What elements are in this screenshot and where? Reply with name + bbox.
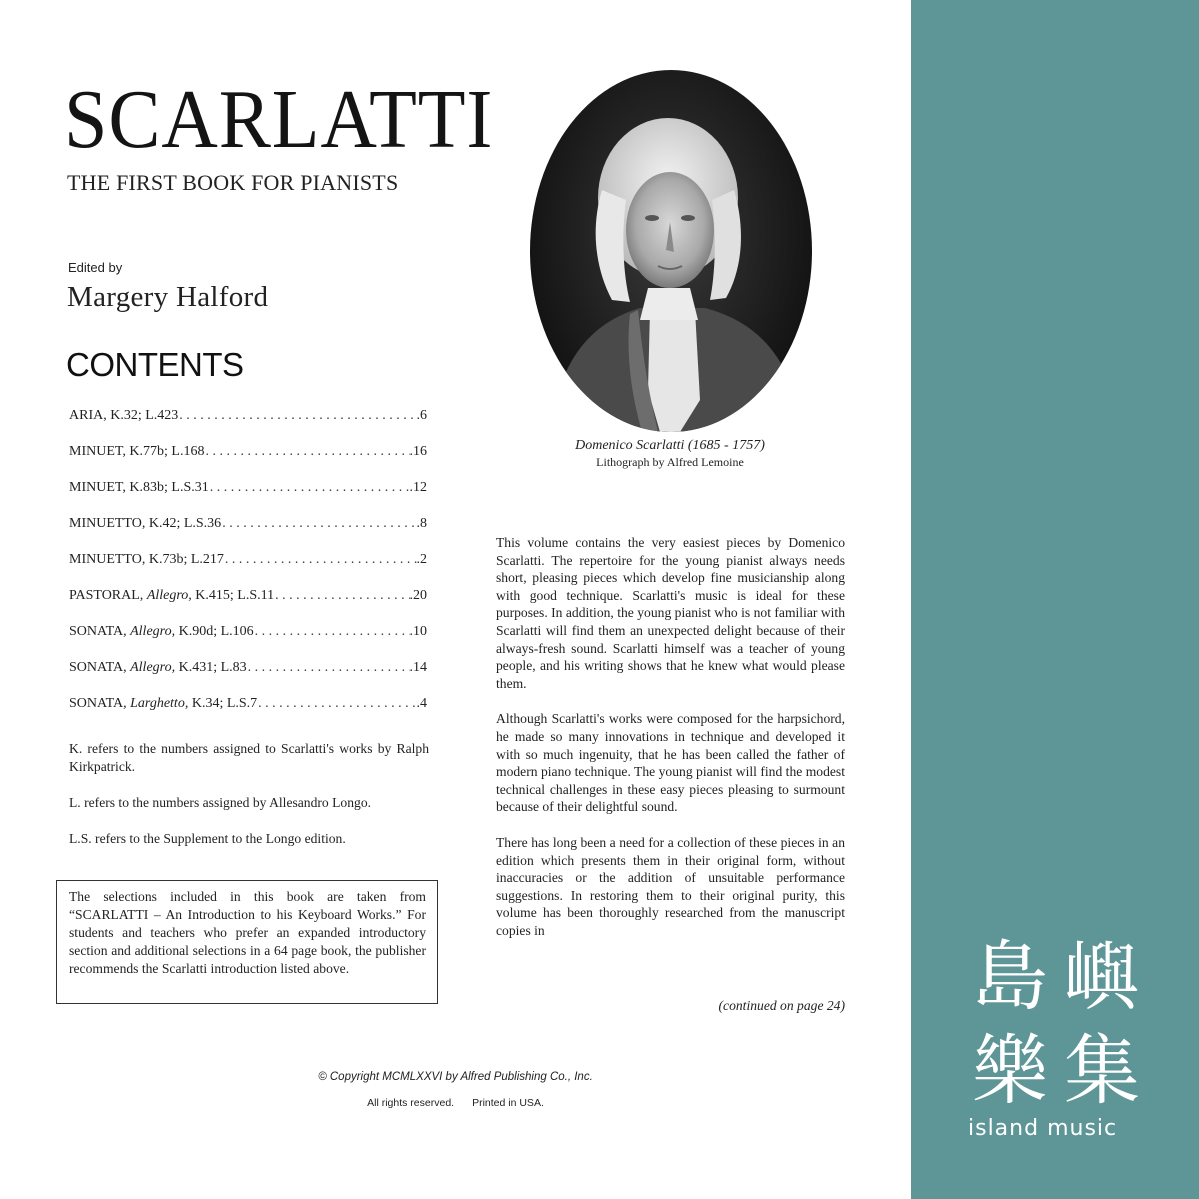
toc-page: .12 (409, 480, 427, 495)
toc-entry: MINUET, K.83b; L.S.31 . . . .12 (69, 480, 427, 516)
book-subtitle: THE FIRST BOOK FOR PIANISTS (67, 170, 399, 195)
toc-entry: ARIA, K.32; L.423 . . . .6 (69, 408, 427, 444)
portrait-image (530, 70, 812, 432)
leader-dots (247, 660, 410, 676)
selections-note-box: The selections included in this book are taken from “SCARLATTI – An Introduction to his Keyboard Works.” For students and teachers who prefer an expanded introductory section and additional selections in a 64 page book, the publisher recommends the Scarlatti introduction listed above. (56, 880, 438, 1004)
continued-note: (continued on page 24) (718, 998, 845, 1013)
toc-entry: SONATA, Larghetto, K.34; L.S.7 . . . .4 (69, 696, 427, 732)
toc-page: .4 (416, 696, 427, 711)
portrait-caption (520, 438, 820, 470)
intro-paragraph: There has long been a need for a collection of these pieces in an edition which presents them in their original form, without inaccuracies or the addition of unsuitable performance suggestions. In restoring them to their original purity, this volume has been thoroughly researched from the manuscript copies in (496, 834, 845, 938)
note-kirkpatrick: K. refers to the numbers assigned to Scarlatti's works by Ralph Kirkpatrick. (69, 741, 429, 774)
intro-paragraph: Although Scarlatti's works were composed for the harpsichord, he made so many innovations in technique and developed it with so much ingenuity, that he has been called the father of modern piano technique. The young pianist will find the modest technical challenges in these easy pieces pleasing to surmount because of their delightful sound. (496, 711, 845, 815)
leader-dots (257, 696, 416, 712)
leader-dots (221, 516, 416, 532)
note-longo-supplement: L.S. refers to the Supplement to the Longo edition. (69, 831, 346, 846)
toc-page: .2 (416, 552, 427, 567)
table-of-contents (69, 408, 427, 732)
caption-name: Domenico Scarlatti (1685 - 1757) (575, 438, 765, 453)
toc-page: .6 (416, 408, 427, 423)
toc-page: .16 (409, 444, 427, 459)
scarlatti-portrait-icon (530, 70, 812, 432)
intro-paragraph: This volume contains the very easiest pieces by Domenico Scarlatti. The repertoire for the young pianist always needs short, pleasing pieces which develop fine musicianship along with good technique. Scarlatti's music is ideal for these purposes. In addition, the young pianist who is not familiar with Scarlatti will find them an unexpected delight because of their always-fresh sound. Scarlatti himself was a teacher of young people, and his writing shows that he knew what would please them. (496, 535, 845, 691)
logo-char: 嶼 (1064, 932, 1140, 1021)
caption-credit: Lithograph by Alfred Lemoine (596, 455, 744, 469)
contents-heading: CONTENTS (66, 346, 244, 383)
toc-entry: MINUET, K.77b; L.168 . . . .16 (69, 444, 427, 480)
leader-dots (254, 624, 410, 640)
rights-reserved: All rights reserved. (367, 1097, 455, 1109)
note-longo: L. refers to the numbers assigned by Allesandro Longo. (69, 795, 372, 810)
leader-dots (209, 480, 410, 496)
leader-dots (274, 588, 409, 604)
rights-line (0, 1097, 911, 1109)
toc-entry: MINUETTO, K.42; L.S.36 . . . .8 (69, 516, 427, 552)
leader-dots (178, 408, 416, 424)
leader-dots (224, 552, 417, 568)
toc-entry: PASTORAL, Allegro, K.415; L.S.11 . . . .20 (69, 588, 427, 624)
toc-page: .14 (409, 660, 427, 675)
island-music-logo (966, 930, 1146, 1141)
toc-entry: SONATA, Allegro, K.90d; L.106 . . . .10 (69, 624, 427, 660)
toc-entry: SONATA, Allegro, K.431; L.83 . . . .14 (69, 660, 427, 696)
introduction-text (496, 534, 845, 957)
logo-char: 島 (972, 932, 1048, 1021)
copyright-line: © Copyright MCMLXXVI by Alfred Publishing Co., Inc. (318, 1071, 593, 1083)
toc-page: .20 (409, 588, 427, 603)
toc-page: .10 (409, 624, 427, 639)
logo-chinese-characters (966, 930, 1146, 1118)
book-title: SCARLATTI (64, 73, 494, 166)
catalog-notes (69, 740, 429, 866)
printed-in: Printed in USA. (472, 1097, 544, 1109)
logo-char: 樂 (972, 1026, 1048, 1115)
editor-name: Margery Halford (67, 281, 269, 313)
toc-entry: MINUETTO, K.73b; L.217 . . . .2 (69, 552, 427, 588)
toc-page: .8 (416, 516, 427, 531)
edited-by-label: Edited by (68, 260, 123, 275)
logo-char: 集 (1064, 1026, 1140, 1115)
leader-dots (204, 444, 409, 460)
logo-english: island music (968, 1116, 1118, 1141)
